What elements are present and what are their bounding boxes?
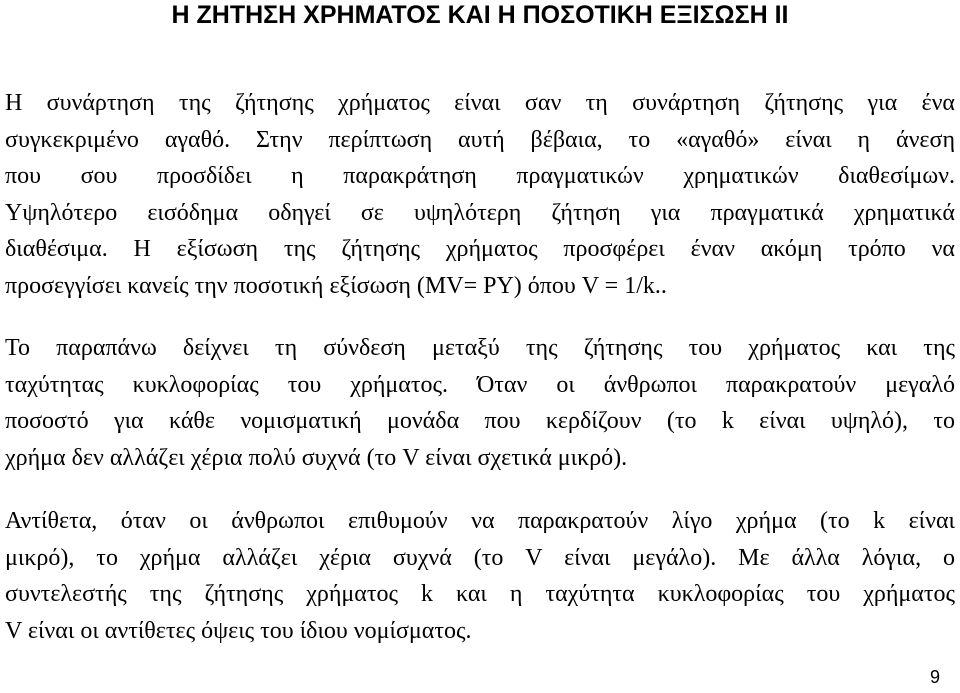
page-title: Η ΖΗΤΗΣΗ ΧΡΗΜΑΤΟΣ ΚΑΙ Η ΠΟΣΟΤΙΚΗ ΕΞΙΣΩΣΗ ΙΙ [171, 1, 789, 29]
text-line: προσεγγίσει κανείς την ποσοτική εξίσωση (MV= PY) όπου V = 1/k.. [5, 272, 667, 299]
paragraph-money-demand [5, 85, 955, 304]
text-line: διαθέσιμα. Η εξίσωση της ζήτησης χρήματος προσφέρει έναν ακόμη τρόπο να [5, 236, 955, 262]
paragraph-velocity-link [5, 330, 955, 476]
text-line: Το παραπάνω δείχνει τη σύνδεση μεταξύ της ζήτησης του χρήματος και της [5, 335, 955, 361]
text-line: Η συνάρτηση της ζήτησης χρήματος είναι σαν τη συνάρτηση ζήτησης για ένα [5, 90, 955, 116]
text-line: ποσοστό για κάθε νομισματική μονάδα που κερδίζουν (το k είναι υψηλό), το [5, 408, 955, 434]
text-line: χρήμα δεν αλλάζει χέρια πολύ συχνά (το V είναι σχετικά μικρό). [5, 444, 628, 471]
text-line: συντελεστής της ζήτησης χρήματος k και η ταχύτητα κυκλοφορίας του χρήματος [5, 581, 955, 607]
text-line: μικρό), το χρήμα αλλάζει χέρια συχνά (το V είναι μεγάλο). Με άλλα λόγια, ο [5, 544, 955, 571]
text-line: Αντίθετα, όταν οι άνθρωποι επιθυμούν να παρακρατούν λίγο χρήμα (το k είναι [5, 508, 955, 534]
text-line: που σου προσδίδει η παρακράτηση πραγματικών χρηματικών διαθεσίμων. [5, 163, 955, 189]
text-line: ταχύτητας κυκλοφορίας του χρήματος. Όταν οι άνθρωποι παρακρατούν μεγαλό [5, 371, 955, 398]
paragraph-contrast [5, 503, 955, 649]
text-line: συγκεκριμένο αγαθό. Στην περίπτωση αυτή βέβαια, το «αγαθό» είναι η άνεση [5, 126, 955, 153]
text-line: Υψηλότερο εισόδημα οδηγεί σε υψηλότερη ζήτηση για πραγματικά χρηματικά [5, 199, 955, 226]
page-number: 9 [929, 667, 940, 687]
text-line: V είναι οι αντίθετες όψεις του ίδιου νομίσματος. [5, 617, 472, 644]
